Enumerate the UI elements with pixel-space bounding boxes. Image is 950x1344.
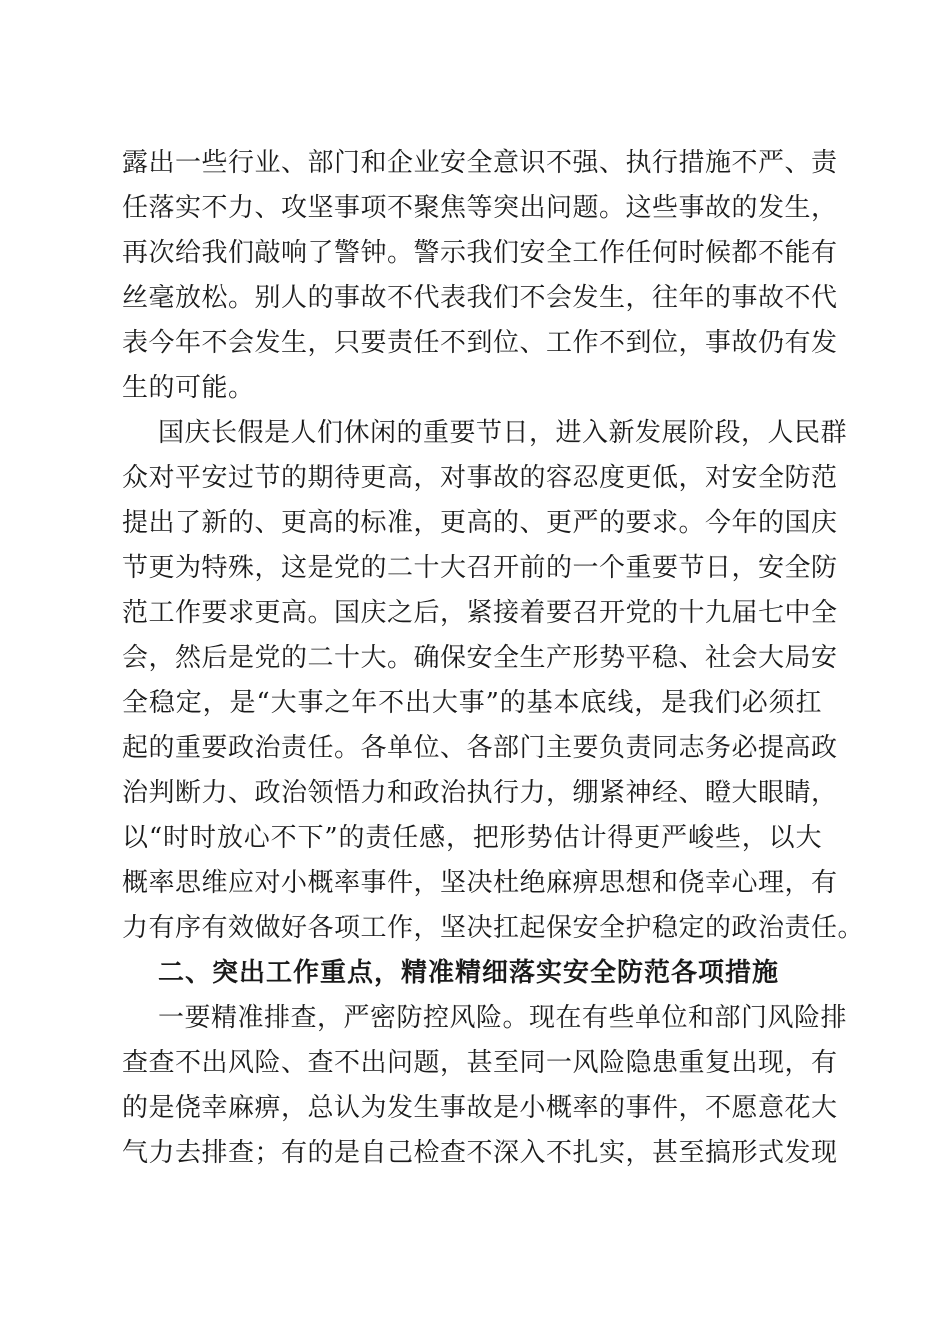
text-line: 一要精准排查，严密防控风险。现在有些单位和部门风险排 xyxy=(158,1003,848,1033)
text-line: 治判断力、政治领悟力和政治执行力，绷紧神经、瞪大眼睛， xyxy=(122,778,838,808)
text-line: 范工作要求更高。国庆之后，紧接着要召开党的十九届七中全 xyxy=(122,598,838,628)
text-line: 力有序有效做好各项工作，坚决扛起保安全护稳定的政治责任。 xyxy=(122,913,865,943)
text-line: 任落实不力、攻坚事项不聚焦等突出问题。这些事故的发生， xyxy=(122,193,838,223)
text-line: 表今年不会发生，只要责任不到位、工作不到位，事故仍有发 xyxy=(122,328,838,358)
text-line: 节更为特殊，这是党的二十大召开前的一个重要节日，安全防 xyxy=(122,553,838,583)
text-line: 丝毫放松。别人的事故不代表我们不会发生，往年的事故不代 xyxy=(122,283,838,313)
text-line: 全稳定，是“大事之年不出大事”的基本底线，是我们必须扛 xyxy=(122,688,822,718)
text-line: 露出一些行业、部门和企业安全意识不强、执行措施不严、责 xyxy=(122,148,838,178)
text-line: 查查不出风险、查不出问题，甚至同一风险隐患重复出现，有 xyxy=(122,1048,838,1078)
text-line: 以“时时放心不下”的责任感，把形势估计得更严峻些，以大 xyxy=(122,823,822,853)
text-line: 的是侥幸麻痹，总认为发生事故是小概率的事件，不愿意花大 xyxy=(122,1093,838,1123)
text-line: 概率思维应对小概率事件，坚决杜绝麻痹思想和侥幸心理，有 xyxy=(122,868,838,898)
text-line: 国庆长假是人们休闲的重要节日，进入新发展阶段，人民群 xyxy=(158,418,848,448)
text-line: 再次给我们敲响了警钟。警示我们安全工作任何时候都不能有 xyxy=(122,238,838,268)
text-line: 众对平安过节的期待更高，对事故的容忍度更低，对安全防范 xyxy=(122,463,838,493)
text-line: 提出了新的、更高的标准，更高的、更严的要求。今年的国庆 xyxy=(122,508,838,538)
text-line: 会，然后是党的二十大。确保安全生产形势平稳、社会大局安 xyxy=(122,643,838,673)
text-line: 生的可能。 xyxy=(122,373,255,403)
text-line: 起的重要政治责任。各单位、各部门主要负责同志务必提高政 xyxy=(122,733,838,763)
section-heading: 二、突出工作重点，精准精细落实安全防范各项措施 xyxy=(158,958,780,988)
text-line: 气力去排查；有的是自己检查不深入不扎实，甚至搞形式发现 xyxy=(122,1138,838,1168)
